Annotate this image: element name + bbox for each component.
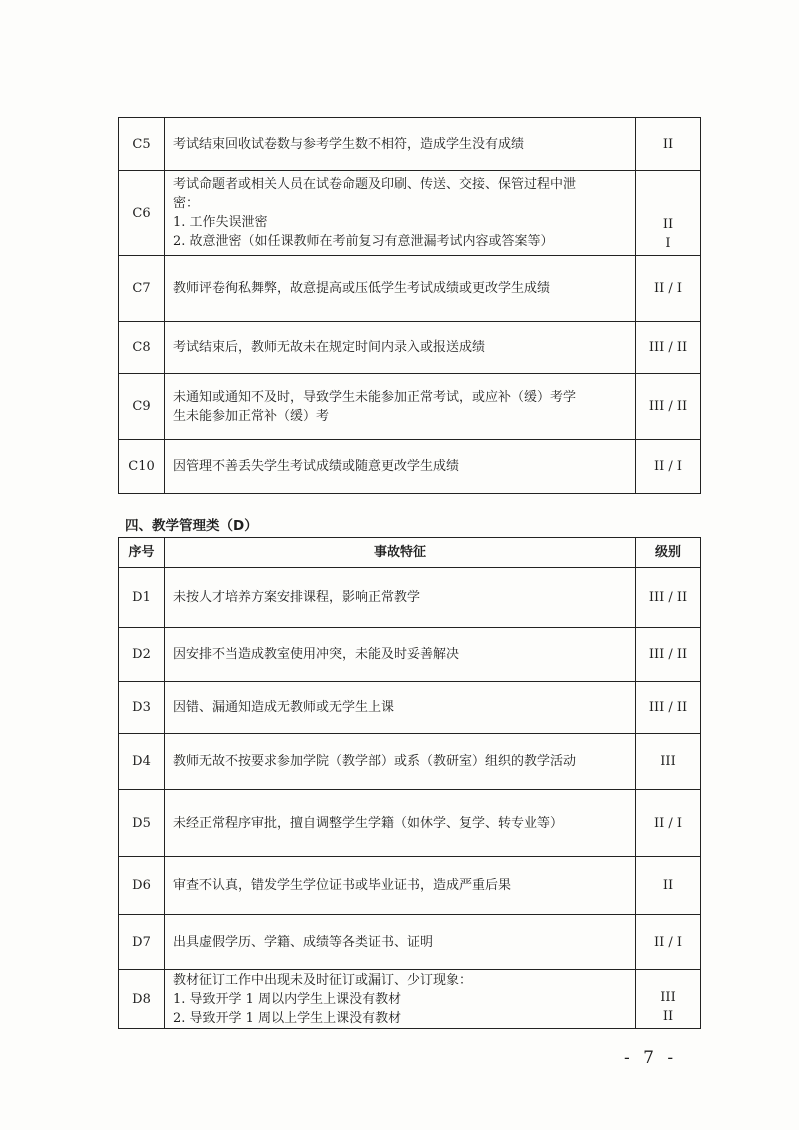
table-row	[119, 256, 701, 322]
row-description	[165, 628, 636, 682]
description-line: 2. 导致开学 1 周以上学生上课没有教材	[173, 1010, 402, 1026]
level-value: III / II	[648, 647, 688, 662]
level-value: III / II	[648, 340, 688, 355]
row-description	[165, 857, 636, 915]
row-code: C8	[119, 322, 165, 374]
row-level	[636, 440, 701, 494]
description-line: 考试结束后，教师无故未在规定时间内录入或报送成绩	[173, 340, 486, 355]
row-description	[165, 970, 636, 1029]
level-value: II / I	[653, 459, 683, 474]
description-line: 1. 导致开学 1 周以内学生上课没有教材	[173, 991, 402, 1007]
level-value: II / I	[653, 815, 683, 831]
level-value: II	[662, 217, 674, 232]
row-description	[165, 171, 636, 256]
row-level	[636, 374, 701, 440]
description-line: 考试命题者或相关人员在试卷命题及印刷、传送、交接、保管过程中泄	[173, 177, 577, 192]
row-level	[636, 734, 701, 790]
row-level	[636, 970, 701, 1029]
description-line: 密：	[173, 196, 200, 211]
description-line: 教师无故不按要求参加学院（教学部）或系（教研室）组织的教学活动	[173, 754, 577, 769]
table-row	[119, 734, 701, 790]
description-line: 未经正常程序审批，擅自调整学生学籍（如休学、复学、转专业等）	[173, 815, 564, 831]
table-row	[119, 628, 701, 682]
table-row	[119, 857, 701, 915]
row-level	[636, 790, 701, 857]
row-description	[165, 322, 636, 374]
row-code: D7	[119, 915, 165, 970]
level-value: II / I	[653, 934, 683, 950]
level-value: II	[662, 1009, 674, 1024]
row-code: C7	[119, 256, 165, 322]
row-code: D3	[119, 682, 165, 734]
row-level	[636, 568, 701, 628]
level-value: III / II	[648, 700, 688, 715]
description-line: 考试结束回收试卷数与参考学生数不相符，造成学生没有成绩	[173, 136, 525, 152]
table-row	[119, 790, 701, 857]
row-level	[636, 628, 701, 682]
row-description	[165, 790, 636, 857]
row-code: D4	[119, 734, 165, 790]
row-level	[636, 915, 701, 970]
table-row	[119, 682, 701, 734]
description-line: 教师评卷徇私舞弊，故意提高或压低学生考试成绩或更改学生成绩	[173, 281, 551, 296]
row-description	[165, 440, 636, 494]
row-code: D5	[119, 790, 165, 857]
row-code: C10	[119, 440, 165, 494]
description-line: 生未能参加正常补（缓）考	[173, 408, 330, 424]
row-description	[165, 118, 636, 171]
description-line: 1. 工作失误泄密	[173, 215, 268, 230]
level-value: I	[665, 236, 671, 251]
row-description	[165, 256, 636, 322]
header-level: 级别	[636, 538, 701, 568]
row-code: D6	[119, 857, 165, 915]
exam-accident-table	[118, 117, 701, 494]
row-level	[636, 256, 701, 322]
description-line: 因错、漏通知造成无教师或无学生上课	[173, 700, 395, 715]
description-line: 因安排不当造成教室使用冲突，未能及时妥善解决	[173, 647, 460, 662]
description-line: 未按人才培养方案安排课程，影响正常教学	[173, 590, 421, 605]
row-level	[636, 171, 701, 256]
level-value: II / I	[653, 281, 683, 296]
table-row	[119, 171, 701, 256]
description-line: 因管理不善丢失学生考试成绩或随意更改学生成绩	[173, 459, 460, 474]
row-code: D2	[119, 628, 165, 682]
level-value: III / II	[648, 399, 688, 414]
section-heading: 四、教学管理类（D）	[125, 518, 258, 534]
level-value: II	[662, 136, 674, 152]
level-value: III	[660, 754, 676, 769]
row-description	[165, 682, 636, 734]
level-value: II	[662, 878, 674, 893]
row-level	[636, 322, 701, 374]
description-line: 2. 故意泄密（如任课教师在考前复习有意泄漏考试内容或答案等）	[173, 234, 554, 249]
row-code: D1	[119, 568, 165, 628]
table-header-row	[119, 538, 701, 568]
row-description	[165, 374, 636, 440]
table-row	[119, 440, 701, 494]
description-line: 教材征订工作中出现未及时征订或漏订、少订现象：	[173, 972, 473, 988]
row-level	[636, 118, 701, 171]
table-row	[119, 568, 701, 628]
row-description	[165, 915, 636, 970]
header-description: 事故特征	[165, 538, 636, 568]
description-line: 出具虚假学历、学籍、成绩等各类证书、证明	[173, 934, 434, 950]
level-value: III	[660, 990, 676, 1005]
table-row	[119, 970, 701, 1029]
table-row	[119, 915, 701, 970]
row-level	[636, 682, 701, 734]
row-code: C6	[119, 171, 165, 256]
row-level	[636, 857, 701, 915]
level-value: III / II	[648, 590, 688, 605]
table-row	[119, 322, 701, 374]
page-number: - 7 -	[624, 1048, 678, 1068]
row-code: C9	[119, 374, 165, 440]
row-description	[165, 568, 636, 628]
description-line: 审查不认真，错发学生学位证书或毕业证书，造成严重后果	[173, 878, 512, 893]
teaching-management-table	[118, 537, 701, 1029]
row-description	[165, 734, 636, 790]
header-code: 序号	[119, 538, 165, 568]
description-line: 未通知或通知不及时，导致学生未能参加正常考试，或应补（缓）考学	[173, 389, 577, 405]
row-code: D8	[119, 970, 165, 1029]
row-code: C5	[119, 118, 165, 171]
table-row	[119, 374, 701, 440]
table-row	[119, 118, 701, 171]
